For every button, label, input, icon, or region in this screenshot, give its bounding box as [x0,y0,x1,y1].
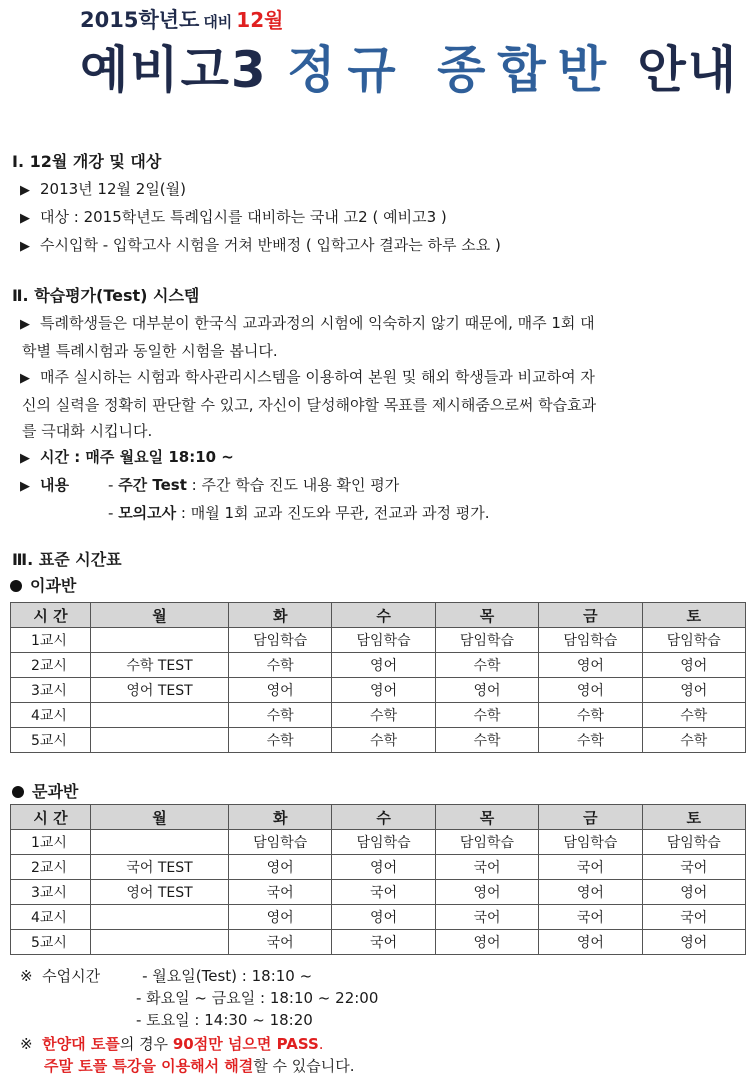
col-header: 화 [229,805,332,830]
notes-block [20,965,378,1077]
table-cell: 영어 [435,880,538,905]
table-cell: 영어 [229,905,332,930]
col-header: 수 [332,603,435,628]
table-cell: 영어 [332,855,435,880]
table-cell: 영어 [539,930,642,955]
table-row [11,930,746,955]
table-row [11,703,746,728]
table-cell: 영어 [332,678,435,703]
period-cell: 2교시 [11,653,91,678]
title-part-a: 예비고3 [80,41,268,99]
title-part-b: 정규 종합반 [287,41,619,99]
period-cell: 3교시 [11,678,91,703]
section-2-paragraph-2-cont: 신의 실력을 정확히 판단할 수 있고, 자신이 달성해야할 목표를 제시해줌으로써 학습효과 [22,396,597,414]
table-cell: 담임학습 [332,830,435,855]
triangle-bullet-icon: ▶ [20,371,30,386]
table-cell [91,830,229,855]
col-header: 목 [435,603,538,628]
table-cell: 수학 [539,703,642,728]
table-cell: 수학 [229,728,332,753]
table-cell: 영어 TEST [91,678,229,703]
table-cell: 영어 [229,678,332,703]
table-cell [91,728,229,753]
table-cell: 영어 [539,678,642,703]
document-header [0,0,750,115]
table-cell: 담임학습 [539,830,642,855]
table-cell: 국어 [435,855,538,880]
table-cell [91,628,229,653]
table-cell: 영어 [539,880,642,905]
col-header: 토 [642,805,745,830]
section-1-item: ▶ 대상 : 2015학년도 특례입시를 대비하는 국내 고2 ( 예비고3 ) [20,204,748,232]
table-cell: 수학 [229,703,332,728]
class-hours-line-2: - 화요일 ~ 금요일 : 18:10 ~ 22:00 [136,989,379,1007]
table-cell: 영어 [642,653,745,678]
table-cell: 국어 TEST [91,855,229,880]
table-cell: 수학 [332,728,435,753]
table-cell: 영어 [642,880,745,905]
table-cell: 담임학습 [435,830,538,855]
table-cell: 담임학습 [642,830,745,855]
test-time: ▶ 시간 : 매주 월요일 18:10 ~ [20,444,748,472]
table-cell: 영어 [539,653,642,678]
header-month: 12월 [236,8,284,32]
table-row [11,678,746,703]
period-cell: 2교시 [11,855,91,880]
section-2-heading: Ⅱ. 학습평가(Test) 시스템 [12,286,200,305]
triangle-bullet-icon: ▶ [20,183,30,198]
section-1-heading: Ⅰ. 12월 개강 및 대상 [12,152,162,171]
triangle-bullet-icon: ▶ [20,451,30,466]
table-cell: 국어 [332,930,435,955]
section-3-heading: Ⅲ. 표준 시간표 [12,550,122,569]
bullet-dot-icon [12,786,24,798]
table-cell: 국어 [642,905,745,930]
table-cell: 국어 [229,880,332,905]
period-cell: 1교시 [11,628,91,653]
col-header: 수 [332,805,435,830]
table-cell: 수학 [642,728,745,753]
table-cell: 수학 [539,728,642,753]
col-header: 화 [229,603,332,628]
class-hours-line-3: - 토요일 : 14:30 ~ 18:20 [136,1011,313,1029]
table-cell: 담임학습 [229,628,332,653]
table-cell: 국어 [435,905,538,930]
table-row [11,855,746,880]
table-cell: 영어 [435,678,538,703]
table-cell: 담임학습 [642,628,745,653]
science-class-label: 이과반 [10,574,748,598]
bullet-dot-icon [10,580,22,592]
table-cell: 국어 [229,930,332,955]
table-cell [91,905,229,930]
table-row [11,830,746,855]
science-timetable [10,602,746,753]
triangle-bullet-icon: ▶ [20,317,30,332]
table-cell: 담임학습 [332,628,435,653]
liberal-timetable [10,804,746,955]
liberal-class-label: 문과반 [12,780,78,804]
table-cell [91,703,229,728]
table-cell: 영어 [229,855,332,880]
table-cell: 담임학습 [229,830,332,855]
section-2-paragraph-1: ▶ 특례학생들은 대부분이 한국식 교과과정의 시험에 익숙하지 않기 때문에, 매주 1회 대 [20,310,748,338]
section-2-paragraph-1-cont: 학별 특례시험과 동일한 시험을 봅니다. [22,342,278,360]
table-cell: 수학 [642,703,745,728]
class-hours-line-1: ※ 수업시간 - 월요일(Test) : 18:10 ~ [20,967,313,985]
section-1-item: ▶ 2013년 12월 2일(월) [20,176,748,204]
table-row [11,880,746,905]
header-mid: 대비 [203,13,233,31]
table-cell: 수학 [435,653,538,678]
period-cell: 4교시 [11,905,91,930]
col-header: 목 [435,805,538,830]
table-cell: 국어 [332,880,435,905]
toefl-note: ※ 한양대 토플의 경우 90점만 넘으면 PASS. [20,1035,324,1053]
table-cell: 수학 [435,703,538,728]
table-cell: 담임학습 [435,628,538,653]
table-cell: 영어 [332,653,435,678]
section-2-paragraph-2-cont: 를 극대화 시킵니다. [22,422,153,440]
table-cell: 국어 [539,905,642,930]
col-header: 월 [91,603,229,628]
table-header-row [11,603,746,628]
period-cell: 4교시 [11,703,91,728]
table-cell: 수학 [229,653,332,678]
col-header: 토 [642,603,745,628]
col-header: 월 [91,805,229,830]
section-1-item: ▶ 수시입학 - 입학고사 시험을 거쳐 반배정 ( 입학고사 결과는 하루 소요 ) [20,232,748,260]
period-cell: 5교시 [11,728,91,753]
test-content-2: - 모의고사 : 매월 1회 교과 진도와 무관, 전교과 과정 평가. [108,504,490,522]
title-part-c: 안내 [637,41,739,99]
document-body [8,148,748,598]
table-cell: 국어 [642,855,745,880]
header-year: 2015학년도 [80,8,200,32]
table-cell: 수학 [435,728,538,753]
table-row [11,905,746,930]
period-cell: 5교시 [11,930,91,955]
table-header-row [11,805,746,830]
col-header: 금 [539,805,642,830]
special-course-note: 주말 토플 특강을 이용해서 해결할 수 있습니다. [44,1057,355,1075]
period-cell: 1교시 [11,830,91,855]
table-cell: 영어 TEST [91,880,229,905]
table-cell: 국어 [539,855,642,880]
col-header: 시 간 [11,603,91,628]
col-header: 금 [539,603,642,628]
period-cell: 3교시 [11,880,91,905]
table-cell [91,930,229,955]
table-cell: 영어 [642,678,745,703]
table-cell: 영어 [435,930,538,955]
section-2-paragraph-2: ▶ 매주 실시하는 시험과 학사관리시스템을 이용하여 본원 및 해외 학생들과 비교하여 자 [20,364,748,392]
col-header: 시 간 [11,805,91,830]
table-row [11,628,746,653]
triangle-bullet-icon: ▶ [20,211,30,226]
table-cell: 영어 [642,930,745,955]
table-row [11,653,746,678]
triangle-bullet-icon: ▶ [20,479,30,494]
header-title [80,30,738,102]
table-cell: 담임학습 [539,628,642,653]
table-row [11,728,746,753]
table-cell: 영어 [332,905,435,930]
table-cell: 수학 TEST [91,653,229,678]
table-cell: 수학 [332,703,435,728]
test-content-1: ▶ 내용 - 주간 Test : 주간 학습 진도 내용 확인 평가 [20,472,748,500]
triangle-bullet-icon: ▶ [20,239,30,254]
